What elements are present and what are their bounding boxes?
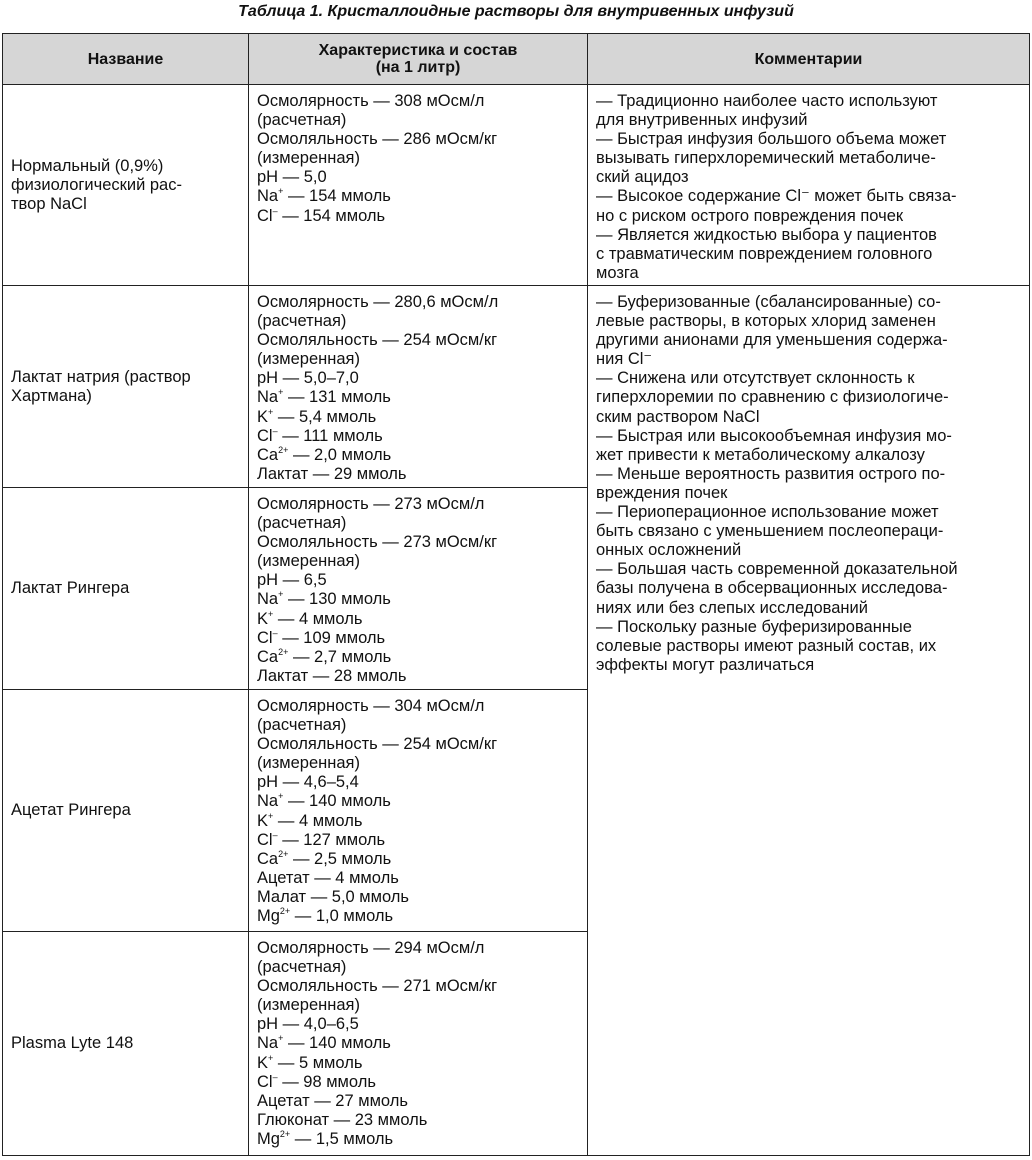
composition-line: Na+ — 130 ммоль (257, 589, 391, 609)
composition-line: $Ca^{2+}$ — 2,0 ммоль (257, 444, 392, 464)
composition-line: Осмолярность — 294 мОсм/л (257, 939, 485, 957)
composition-line: Осмоляльность — 273 мОсм/кг (257, 533, 498, 552)
comment-line: другими анионами для уменьшения содержа- (596, 331, 948, 350)
composition-list (249, 85, 587, 226)
comment-line: — Большая часть современной доказательной (596, 560, 958, 579)
composition-line: Осмолярность — 273 мОсм/л (257, 495, 485, 513)
header-comments: Комментарии (588, 34, 1030, 85)
composition-line: (расчетная) (257, 958, 347, 977)
composition-list (249, 932, 587, 1149)
composition-line: (измеренная) (257, 996, 360, 1015)
composition-line: pH — 6,5 (257, 571, 327, 590)
table-caption: Таблица 1. Кристаллоидные растворы для внутривенных инфузий (238, 3, 794, 20)
composition-line: $Mg^{2+}$ — 1,0 ммоль (257, 906, 394, 926)
composition-cell (249, 85, 588, 286)
comment-line: эффекты могут различаться (596, 655, 815, 674)
composition-line: Лактат — 28 ммоль (257, 666, 407, 685)
table-row (3, 286, 1030, 488)
composition-line: Осмолярность — 308 мОсм/л (257, 92, 485, 110)
composition-line: Осмоляльность — 286 мОсм/кг (257, 130, 498, 149)
composition-line: $Ca^{2+}$ — 2,7 ммоль (257, 646, 392, 666)
composition-line: (измеренная) (257, 149, 360, 168)
solution-name: Plasma Lyte 148 (3, 932, 249, 1156)
comment-line: ниях или без слепых исследований (596, 598, 868, 617)
composition-line: Cl– — 109 ммоль (257, 627, 386, 647)
composition-line: Na+ — 154 ммоль (257, 186, 391, 206)
solution-name: Лактат натрия (раствор Хартмана) (3, 286, 249, 488)
comment-line: — Высокое содержание Cl⁻ может быть связа- (596, 187, 957, 206)
composition-line: K+ — 4 ммоль (257, 810, 363, 830)
comment-line: гиперхлоремии по сравнению с физиологиче- (596, 388, 949, 407)
comment-line: ский ацидоз (596, 168, 689, 187)
comment-line: ния Cl⁻ (596, 350, 653, 369)
comment-line: — Поскольку разные буферизированные (596, 617, 912, 636)
comment-line: для внутривенных инфузий (596, 111, 808, 130)
composition-line: Осмоляльность — 271 мОсм/кг (257, 977, 498, 996)
composition-line: (расчетная) (257, 716, 347, 735)
comment-line: с травматическим повреждением головного (596, 244, 933, 263)
table-row (3, 85, 1030, 286)
comments-list (588, 286, 1029, 675)
solution-name: Ацетат Рингера (3, 690, 249, 932)
composition-list (249, 690, 587, 926)
crystalloid-table (2, 33, 1030, 1156)
comment-line: — Меньше вероятность развития острого по- (596, 464, 946, 483)
composition-line: $Mg^{2+}$ — 1,5 ммоль (257, 1128, 394, 1148)
composition-line: Cl– — 98 ммоль (257, 1071, 376, 1091)
comment-line: — Является жидкостью выбора у пациентов (596, 225, 937, 244)
comment-line: вреждения почек (596, 483, 728, 502)
composition-line: Малат — 5,0 ммоль (257, 887, 410, 906)
composition-line: (измеренная) (257, 350, 360, 369)
header-row (3, 34, 1030, 85)
composition-cell (249, 488, 588, 690)
composition-line: Cl– — 127 ммоль (257, 829, 386, 849)
composition-line: Ацетат — 4 ммоль (257, 868, 399, 887)
comment-line: онных осложнений (596, 541, 742, 560)
comment-line: мозга (596, 263, 639, 282)
comments-cell (588, 85, 1030, 286)
composition-cell (249, 690, 588, 932)
composition-line: K+ — 5,4 ммоль (257, 406, 377, 426)
composition-cell (249, 932, 588, 1156)
comment-line: — Быстрая инфузия большого объема может (596, 130, 947, 149)
composition-line: (расчетная) (257, 514, 347, 533)
composition-line: K+ — 5 ммоль (257, 1052, 363, 1072)
composition-cell (249, 286, 588, 488)
composition-line: pH — 4,6–5,4 (257, 773, 359, 792)
composition-line: Глюконат — 23 ммоль (257, 1110, 428, 1129)
comment-line: но с риском острого повреждения почек (596, 206, 904, 225)
comment-line: ским раствором NaCl (596, 407, 760, 426)
comment-line: — Снижена или отсутствует склонность к (596, 369, 915, 388)
comments-cell (588, 286, 1030, 1156)
comment-line: солевые растворы имеют разный состав, их (596, 636, 937, 655)
comment-line: базы получена в обсервационных исследова- (596, 579, 948, 598)
composition-line: (расчетная) (257, 111, 347, 130)
composition-line: (измеренная) (257, 552, 360, 571)
composition-line: Na+ — 140 ммоль (257, 791, 391, 811)
header-composition: Характеристика и состав (на 1 литр) (249, 34, 588, 85)
comment-line: — Быстрая или высокообъемная инфузия мо- (596, 426, 952, 445)
composition-line: Осмолярность — 280,6 мОсм/л (257, 293, 499, 311)
composition-line: Cl– — 111 ммоль (257, 425, 383, 445)
comment-line: — Традиционно наиболее часто используют (596, 92, 938, 110)
composition-line: Ацетат — 27 ммоль (257, 1091, 408, 1110)
composition-list (249, 286, 587, 484)
solution-name: Лактат Рингера (3, 488, 249, 690)
composition-line: Na+ — 140 ммоль (257, 1033, 391, 1053)
composition-line: $Ca^{2+}$ — 2,5 ммоль (257, 848, 392, 868)
comment-line: быть связано с уменьшением послеопераци- (596, 522, 944, 541)
composition-line: Na+ — 131 ммоль (257, 387, 391, 407)
solution-name: Нормальный (0,9%) физиологический рас- твор NaCl (3, 85, 249, 286)
composition-line: K+ — 4 ммоль (257, 608, 363, 628)
composition-line: pH — 4,0–6,5 (257, 1015, 359, 1034)
composition-line: pH — 5,0 (257, 168, 327, 187)
composition-line: pH — 5,0–7,0 (257, 369, 359, 388)
comment-line: жет привести к метаболическому алкалозу (596, 445, 925, 464)
composition-line: (расчетная) (257, 312, 347, 331)
composition-list (249, 488, 587, 686)
composition-line: Cl– — 154 ммоль (257, 205, 386, 225)
comments-list (588, 85, 1029, 283)
header-name: Название (3, 34, 249, 85)
composition-line: Осмоляльность — 254 мОсм/кг (257, 331, 498, 350)
comment-line: — Буферизованные (сбалансированные) со- (596, 293, 941, 311)
composition-line: Осмоляльность — 254 мОсм/кг (257, 735, 498, 754)
composition-line: Лактат — 29 ммоль (257, 464, 407, 483)
composition-line: (измеренная) (257, 754, 360, 773)
comment-line: вызывать гиперхлоремический метаболиче- (596, 149, 936, 168)
comment-line: левые растворы, в которых хлорид заменен (596, 312, 936, 331)
comment-line: — Периоперационное использование может (596, 503, 939, 522)
composition-line: Осмолярность — 304 мОсм/л (257, 697, 485, 715)
